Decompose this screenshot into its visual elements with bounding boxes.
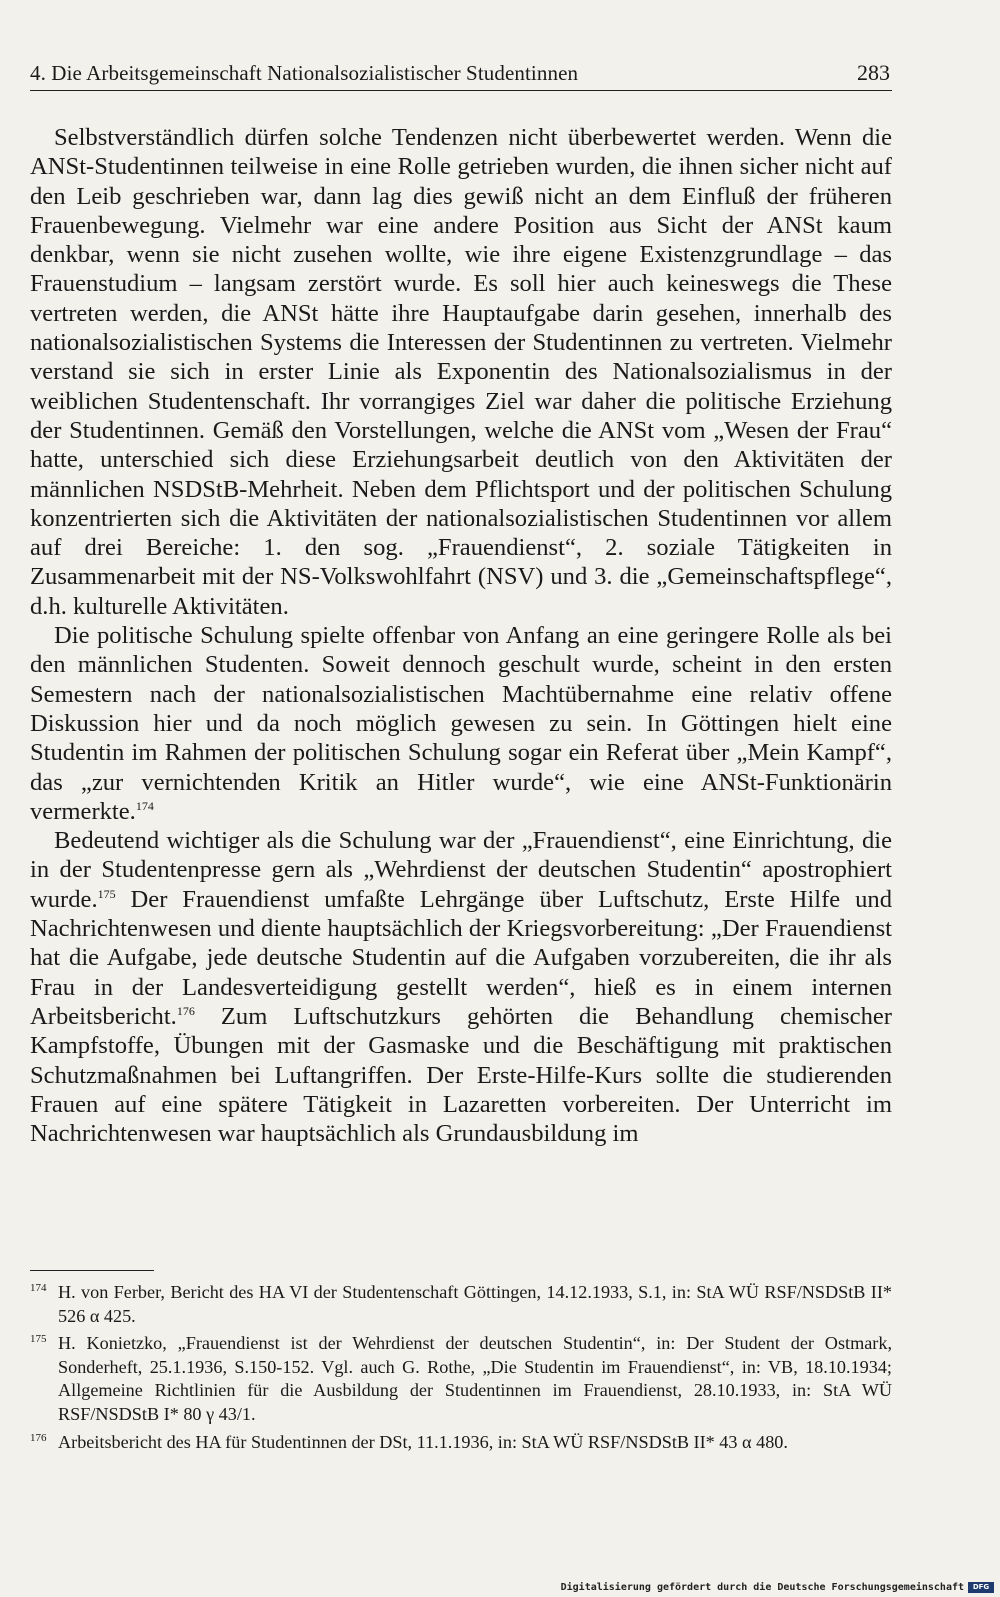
digitization-note: Digitalisierung gefördert durch die Deutsche Forschungsgemeinschaft xyxy=(560,1582,964,1593)
footnote-reference[interactable]: 176 xyxy=(176,1003,195,1018)
paragraph-text: Der Frauendienst umfaßte Lehrgänge über Luftschutz, Erste Hilfe und Nachrichtenwesen und diente hauptsächlich der Kriegsvorbereitung: „Der Frauendienst hat die Aufgabe, jede deutsche Studentin auf die Aufgaben vorzubereiten, die ihr als Frau in der Landesverteidigung gestellt werden“, hieß es in einem internen Arbeitsbericht. xyxy=(30,885,892,1030)
body-paragraph xyxy=(30,826,892,1148)
footnote-separator xyxy=(30,1270,154,1271)
footnote xyxy=(30,1431,892,1455)
paragraph-text: Zum Luftschutzkurs gehörten die Behandlung chemischer Kampfstoffe, Übungen mit der Gasmaske und die Beschäftigung mit praktischen Schutzmaßnahmen bei Luftangriffen. Der Erste-Hilfe-Kurs sollte die studierenden Frauen auf eine spätere Tätigkeit in Lazaretten vorbereiten. Der Unterricht im Nachrichtenwesen war hauptsächlich als Grundausbildung im xyxy=(30,1002,892,1148)
paragraph-text: Selbstverständlich dürfen solche Tendenzen nicht überbewertet werden. Wenn die ANSt-Studentinnen teilweise in eine Rolle getrieben wurden, die ihnen sicher nicht auf den Leib geschrieben war, dann lag dies gewiß nicht an dem Einfluß der früheren Frauenbewegung. Vielmehr war eine andere Position aus Sicht der ANSt kaum denkbar, wenn sie nicht zusehen wollte, wie ihre eigene Existenzgrundlage – das Frauenstudium – langsam zerstört wurde. Es soll hier auch keineswegs die These vertreten werden, die ANSt hätte ihre Hauptaufgabe darin gesehen, innerhalb des nationalsozialistischen Systems die Interessen der Studentinnen zu vertreten. Vielmehr verstand sie sich in erster Linie als Exponentin des Nationalsozialismus in der weiblichen Studentenschaft. Ihr vorrangiges Ziel war daher die politische Erziehung der Studentinnen. Gemäß den Vorstellungen, welche die ANSt vom „Wesen der Frau“ hatte, unterschied sich diese Erziehungsarbeit deutlich von den Aktivitäten der männlichen NSDStB-Mehrheit. Neben dem Pflichtsport und der politischen Schulung konzentrierten sich die Aktivitäten der nationalsozialistischen Studentinnen vor allem auf drei Bereiche: 1. den sog. „Frauendienst“, 2. soziale Tätigkeiten in Zusammenarbeit mit der NS-Volkswohlfahrt (NSV) und 3. die „Gemeinschaftspflege“, d.h. kulturelle Aktivitäten. xyxy=(30,124,892,620)
footnote-text: Arbeitsbericht des HA für Studentinnen der DSt, 11.1.1936, in: StA WÜ RSF/NSDStB II* 43 α 480. xyxy=(58,1431,788,1452)
body-paragraph xyxy=(30,123,892,621)
footnote xyxy=(30,1332,892,1426)
digitization-credit xyxy=(561,1582,994,1593)
footnote-reference[interactable]: 175 xyxy=(97,886,116,901)
body-paragraph xyxy=(30,621,892,826)
running-header xyxy=(30,58,892,91)
dfg-logo: DFG xyxy=(968,1582,994,1593)
footnotes xyxy=(30,1281,892,1458)
footnote-number: 174 xyxy=(30,1282,47,1294)
footnote-number: 175 xyxy=(30,1333,47,1346)
page-number: 283 xyxy=(857,60,890,85)
paragraph-text: Bedeutend wichtiger als die Schulung war der „Frauendienst“, eine Einrichtung, die in der Studentenpresse gern als „Wehrdienst der deutschen Studentin“ apostrophiert wurde. xyxy=(30,827,892,913)
footnote-reference[interactable]: 174 xyxy=(135,798,154,813)
footnote-number: 176 xyxy=(30,1431,47,1444)
paragraph-text: Die politische Schulung spielte offenbar von Anfang an eine geringere Rolle als bei den männlichen Studenten. Soweit dennoch geschult wurde, scheint in den ersten Semestern nach der nationalsozialistischen Machtübernahme eine relativ offene Diskussion hier und da noch möglich gewesen zu sein. In Göttingen hielt eine Studentin im Rahmen der politischen Schulung sogar ein Referat über „Mein Kampf“, das „zur vernichtenden Kritik an Hitler wurde“, wie eine ANSt-Funktionärin vermerkte. xyxy=(30,622,892,825)
main-text xyxy=(30,123,892,1148)
footnote xyxy=(30,1281,892,1328)
chapter-title: 4. Die Arbeitsgemeinschaft Nationalsozialistischer Studentinnen xyxy=(30,61,579,85)
footnote-text: H. Konietzko, „Frauendienst ist der Wehrdienst der deutschen Studentin“, in: Der Student der Ostmark, Sonderheft, 25.1.1936, S.150-152. Vgl. auch G. Rothe, „Die Studentin im Frauendienst“, in: VB, 18.10.1934; Allgemeine Richtlinien für die Ausbildung der Studentinnen im Frauendienst, 28.10.1933, in: StA WÜ RSF/NSDStB I* 80 γ 43/1. xyxy=(58,1333,892,1424)
footnote-text: H. von Ferber, Bericht des HA VI der Studentenschaft Göttingen, 14.12.1933, S.1, in: StA WÜ RSF/NSDStB II* 526 α 425. xyxy=(58,1282,892,1326)
